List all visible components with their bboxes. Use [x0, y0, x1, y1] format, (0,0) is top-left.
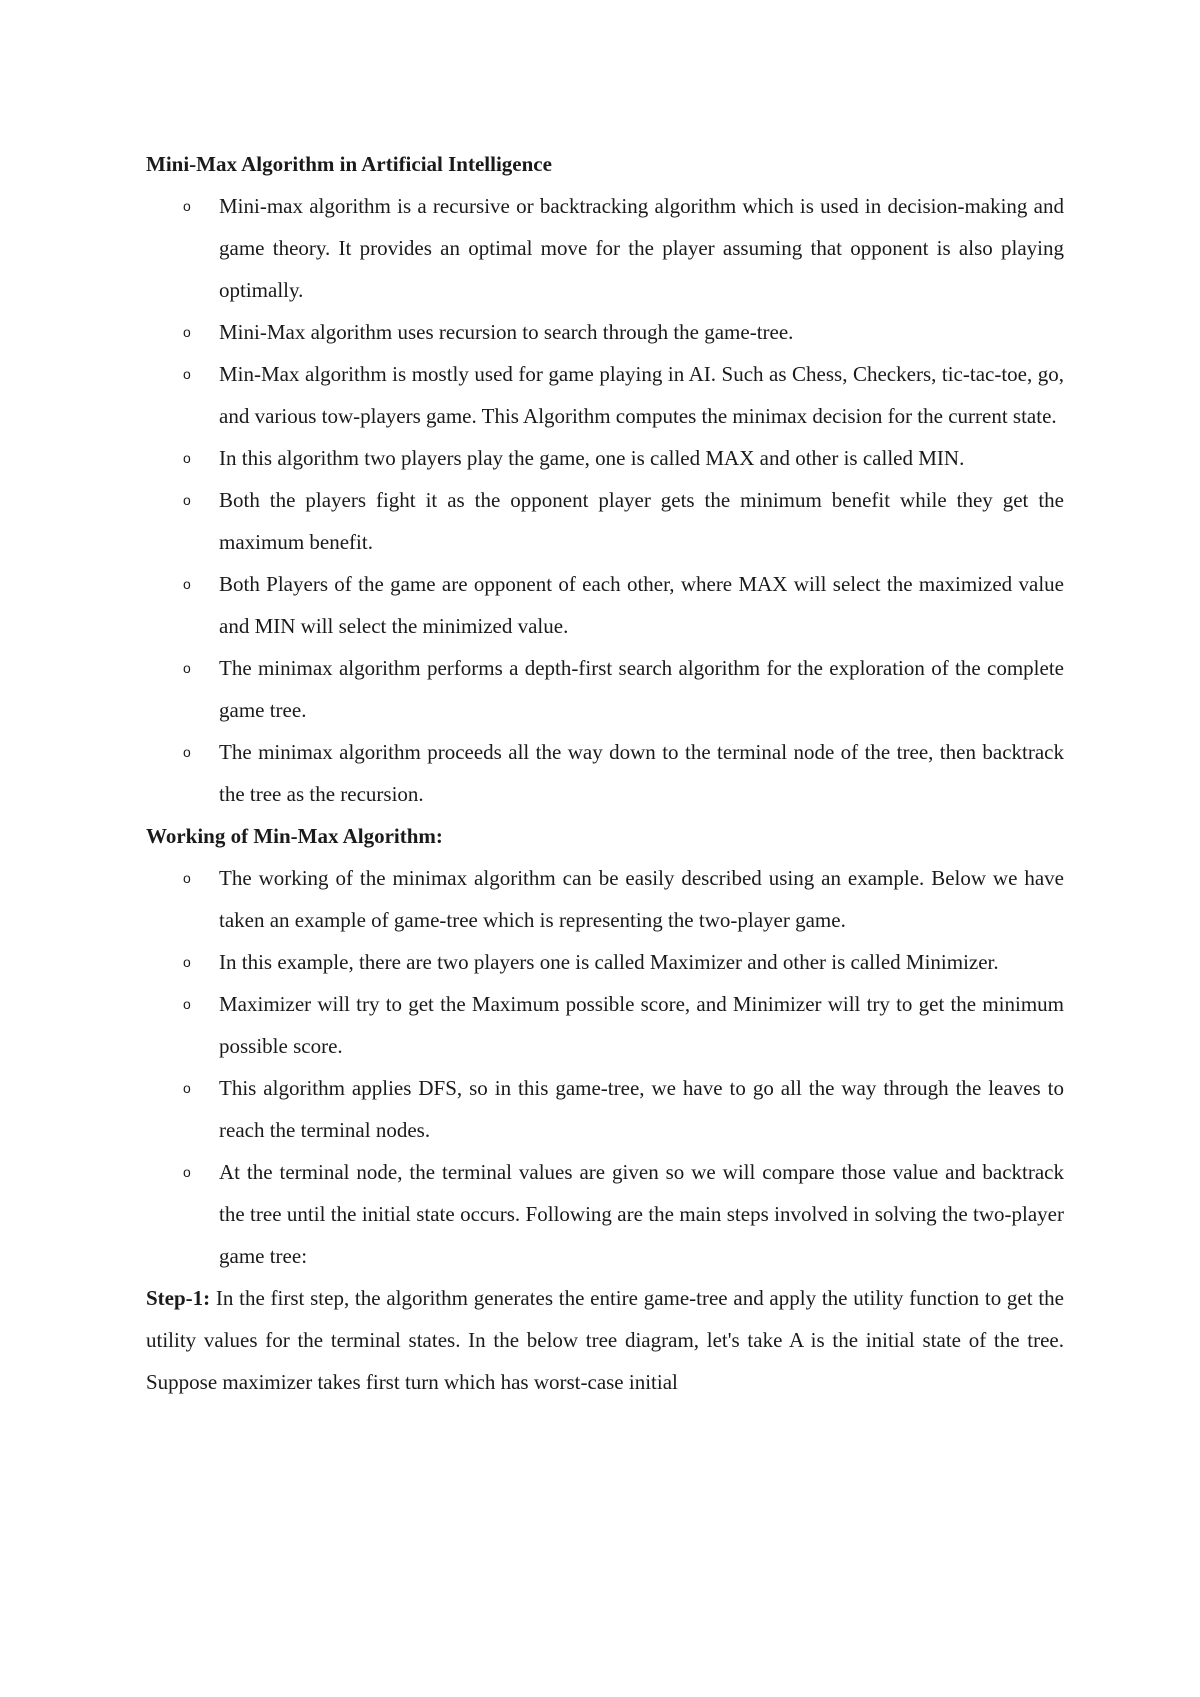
bullet-marker: o	[183, 492, 191, 508]
bullet-marker: o	[183, 450, 191, 466]
bullet-marker: o	[183, 870, 191, 886]
bullet-marker: o	[183, 954, 191, 970]
list-item-text: At the terminal node, the terminal values are given so we will compare those value and backtrack the tree until the initial state occurs. Following are the main steps involved in solving the two-player game tree:	[219, 1160, 1064, 1268]
bullet-marker: o	[183, 1080, 191, 1096]
list-item	[146, 437, 1064, 479]
list-item-text: In this example, there are two players one is called Maximizer and other is called Minimizer.	[219, 950, 999, 974]
section-heading-working: Working of Min-Max Algorithm:	[146, 824, 443, 848]
list-item	[146, 1067, 1064, 1151]
list-item-text: This algorithm applies DFS, so in this game-tree, we have to go all the way through the leaves to reach the terminal nodes.	[219, 1076, 1064, 1142]
list-item	[146, 311, 1064, 353]
list-item	[146, 941, 1064, 983]
list-item-text: Mini-Max algorithm uses recursion to search through the game-tree.	[219, 320, 794, 344]
bullet-marker: o	[183, 324, 191, 340]
bullet-marker: o	[183, 366, 191, 382]
list-item	[146, 857, 1064, 941]
list-item	[146, 563, 1064, 647]
step-1-text: In the first step, the algorithm generates the entire game-tree and apply the utility function to get the utility values for the terminal states. In the below tree diagram, let's take A is the initial state of the tree. Suppose maximizer takes first turn which has worst-case initial	[146, 1286, 1064, 1394]
document-page	[146, 143, 1064, 1403]
list-item	[146, 185, 1064, 311]
bullet-marker: o	[183, 576, 191, 592]
bullet-list-working	[146, 857, 1064, 1277]
section-heading-minimax: Mini-Max Algorithm in Artificial Intelligence	[146, 152, 552, 176]
bullet-marker: o	[183, 744, 191, 760]
list-item	[146, 353, 1064, 437]
list-item	[146, 479, 1064, 563]
list-item-text: Both Players of the game are opponent of each other, where MAX will select the maximized value and MIN will select the minimized value.	[219, 572, 1064, 638]
list-item-text: Maximizer will try to get the Maximum possible score, and Minimizer will try to get the minimum possible score.	[219, 992, 1064, 1058]
step-1-label: Step-1:	[146, 1286, 211, 1310]
step-1-paragraph	[146, 1277, 1064, 1403]
list-item	[146, 1151, 1064, 1277]
list-item	[146, 983, 1064, 1067]
list-item-text: Mini-max algorithm is a recursive or backtracking algorithm which is used in decision-making and game theory. It provides an optimal move for the player assuming that opponent is also playing optimally.	[219, 194, 1064, 302]
list-item-text: The minimax algorithm proceeds all the way down to the terminal node of the tree, then backtrack the tree as the recursion.	[219, 740, 1064, 806]
bullet-marker: o	[183, 1164, 191, 1180]
list-item-text: In this algorithm two players play the game, one is called MAX and other is called MIN.	[219, 446, 965, 470]
bullet-marker: o	[183, 198, 191, 214]
list-item-text: The minimax algorithm performs a depth-first search algorithm for the exploration of the complete game tree.	[219, 656, 1064, 722]
bullet-marker: o	[183, 660, 191, 676]
list-item-text: Min-Max algorithm is mostly used for game playing in AI. Such as Chess, Checkers, tic-tac-toe, go, and various tow-players game. This Algorithm computes the minimax decision for the current state.	[219, 362, 1064, 428]
list-item	[146, 647, 1064, 731]
list-item-text: Both the players fight it as the opponent player gets the minimum benefit while they get the maximum benefit.	[219, 488, 1064, 554]
bullet-list-overview	[146, 185, 1064, 815]
list-item	[146, 731, 1064, 815]
bullet-marker: o	[183, 996, 191, 1012]
list-item-text: The working of the minimax algorithm can be easily described using an example. Below we have taken an example of game-tree which is representing the two-player game.	[219, 866, 1064, 932]
